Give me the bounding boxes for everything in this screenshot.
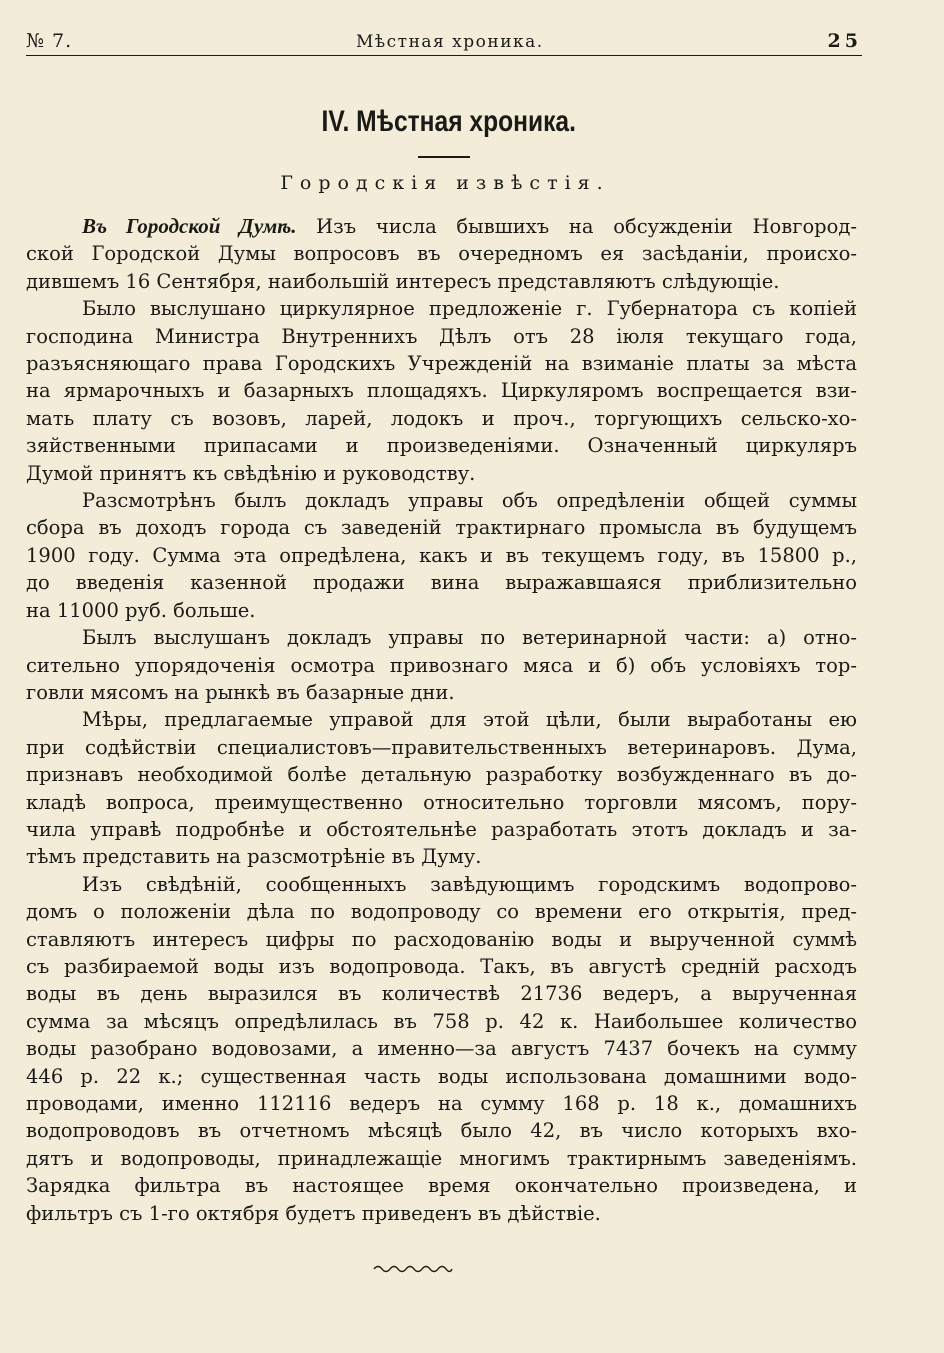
text-line xyxy=(26,405,857,432)
section-heading: IV. Мѣстная хроника. xyxy=(321,105,576,138)
text-line xyxy=(26,1145,857,1172)
line-text: кладѣ вопроса, преимущественно относительно торговли мясомъ, пору- xyxy=(26,790,857,814)
text-line xyxy=(26,268,857,295)
text-line xyxy=(26,1008,857,1035)
text-line xyxy=(26,871,857,898)
line-text: тѣмъ представить на разсмотрѣніе въ Думу. xyxy=(26,845,482,869)
text-line xyxy=(26,240,857,267)
line-text: Былъ выслушанъ докладъ управы по ветеринарной части: а) отно- xyxy=(82,626,857,650)
text-line xyxy=(26,734,857,761)
line-text: говли мясомъ на рынкѣ въ базарные дни. xyxy=(26,680,455,704)
line-text: до введенія казенной продажи вина выражавшаяся приблизительно xyxy=(26,571,857,595)
text-line xyxy=(26,706,857,733)
text-line xyxy=(26,597,857,624)
text-line xyxy=(26,953,857,980)
line-text: на ярмарочныхъ и базарныхъ площадяхъ. Циркуляромъ воспрещается взи- xyxy=(26,379,857,403)
text-line xyxy=(26,926,857,953)
text-line xyxy=(26,761,857,788)
text-line xyxy=(26,295,857,322)
line-text: зяйственными припасами и произведеніями. Означенный циркуляръ xyxy=(26,434,857,458)
line-text: сительно упорядоченія осмотра привознаго мяса и б) объ условіяхъ тор- xyxy=(26,653,857,677)
text-line xyxy=(26,816,857,843)
text-line xyxy=(26,350,857,377)
line-text: воды въ день выразился въ количествѣ 21736 ведеръ, а вырученная xyxy=(26,982,857,1006)
issue-number: № 7. xyxy=(26,30,73,52)
text-line xyxy=(26,1172,857,1199)
text-line xyxy=(26,1063,857,1090)
header-rule xyxy=(26,55,862,56)
line-text: Разсмотрѣнъ былъ докладъ управы объ опредѣленіи общей суммы xyxy=(82,489,857,513)
line-text: господина Министра Внутреннихъ Дѣлъ отъ 28 іюля текущаго года, xyxy=(26,324,857,348)
text-line xyxy=(26,377,857,404)
text-line xyxy=(26,652,857,679)
running-header xyxy=(26,22,862,52)
text-line xyxy=(26,679,857,706)
line-text: съ разбираемой воды изъ водопровода. Такъ, въ августѣ средній расходъ xyxy=(26,954,857,978)
text-line xyxy=(26,569,857,596)
line-text: Изъ свѣдѣній, сообщенныхъ завѣдующимъ городскимъ водопрово- xyxy=(82,872,857,896)
running-title: Мѣстная хроника. xyxy=(355,32,544,52)
text-line xyxy=(26,789,857,816)
line-text: чила управѣ подробнѣе и обстоятельнѣе разработать этотъ докладъ и за- xyxy=(26,817,857,841)
line-text: на 11000 руб. больше. xyxy=(26,598,256,622)
text-line xyxy=(26,1200,857,1227)
text-line xyxy=(26,460,857,487)
line-text: при содѣйствіи специалистовъ—правительственныхъ ветеринаровъ. Дума, xyxy=(26,735,857,759)
line-text: Было выслушано циркулярное предложеніе г. Губернатора съ копіей xyxy=(82,297,857,321)
text-line xyxy=(26,898,857,925)
line-text: ставляютъ интересъ цифры по расходованію воды и вырученной суммѣ xyxy=(26,927,857,951)
line-text: мать плату съ возовъ, ларей, лодокъ и проч., торгующихъ сельско-хо- xyxy=(26,406,857,430)
line-text: проводами, именно 112116 ведеръ на сумму 168 р. 18 к., домашнихъ xyxy=(26,1092,857,1115)
line-text: 1900 году. Сумма эта опредѣлена, какъ и въ текущемъ году, въ 15800 р., xyxy=(26,543,857,567)
text-line xyxy=(26,487,857,514)
text-line xyxy=(26,213,857,240)
line-text: дившемъ 16 Сентября, наибольшій интересъ представляютъ слѣдующіе. xyxy=(26,269,780,293)
text-line xyxy=(26,1117,857,1144)
text-line xyxy=(26,980,857,1007)
text-line xyxy=(26,514,857,541)
text-line xyxy=(26,624,857,651)
section-subheading: Городскія извѣстія. xyxy=(280,172,610,194)
line-text: воды разобрано водовозами, а именно—за августъ 7437 бочекъ на сумму xyxy=(26,1037,857,1061)
line-text: Изъ числа бывшихъ на обсужденіи Новгород- xyxy=(296,215,857,238)
text-line xyxy=(26,542,857,569)
text-line xyxy=(26,432,857,459)
line-text: дятъ и водопроводы, принадлежащіе многимъ трактирнымъ заведеніямъ. xyxy=(26,1146,857,1170)
text-line xyxy=(26,323,857,350)
line-text: водопроводовъ въ отчетномъ мѣсяцѣ было 42, въ число которыхъ вхо- xyxy=(26,1119,857,1143)
line-text: ской Городской Думы вопросовъ въ очередномъ ея засѣданіи, происхо- xyxy=(26,242,857,266)
line-text: признавъ необходимой болѣе детальную разработку возбужденнаго въ до- xyxy=(26,763,857,787)
line-text: Мѣры, предлагаемые управой для этой цѣли, были выработаны ею xyxy=(82,708,857,732)
line-text: домъ о положеніи дѣла по водопроводу со времени его открытія, пред- xyxy=(26,900,857,924)
heading-rule xyxy=(418,156,470,158)
end-ornament-icon xyxy=(372,1262,454,1276)
line-text: сбора въ доходъ города съ заведеній трактирнаго промысла въ будущемъ xyxy=(26,516,857,540)
text-line xyxy=(26,1090,857,1117)
article-body xyxy=(26,213,857,1227)
line-text: сумма за мѣсяцъ опредѣлилась въ 758 р. 42 к. Наибольшее количество xyxy=(26,1009,857,1033)
line-text: разъясняющаго права Городскихъ Учрежденій на взиманіе платы за мѣста xyxy=(26,352,857,376)
line-text: фильтръ съ 1-го октября будетъ приведенъ въ дѣйствіе. xyxy=(26,1201,601,1225)
line-text: Думой принятъ къ свѣдѣнію и руководству. xyxy=(26,461,476,485)
line-text: 446 р. 22 к.; существенная часть воды использована домашними водо- xyxy=(26,1064,857,1088)
run-in-heading: Въ Городской Думѣ. xyxy=(82,214,297,238)
text-line xyxy=(26,1035,857,1062)
page-number: 25 xyxy=(827,30,862,52)
line-text: Зарядка фильтра въ настоящее время окончательно произведена, и xyxy=(26,1174,857,1198)
text-line xyxy=(26,843,857,870)
